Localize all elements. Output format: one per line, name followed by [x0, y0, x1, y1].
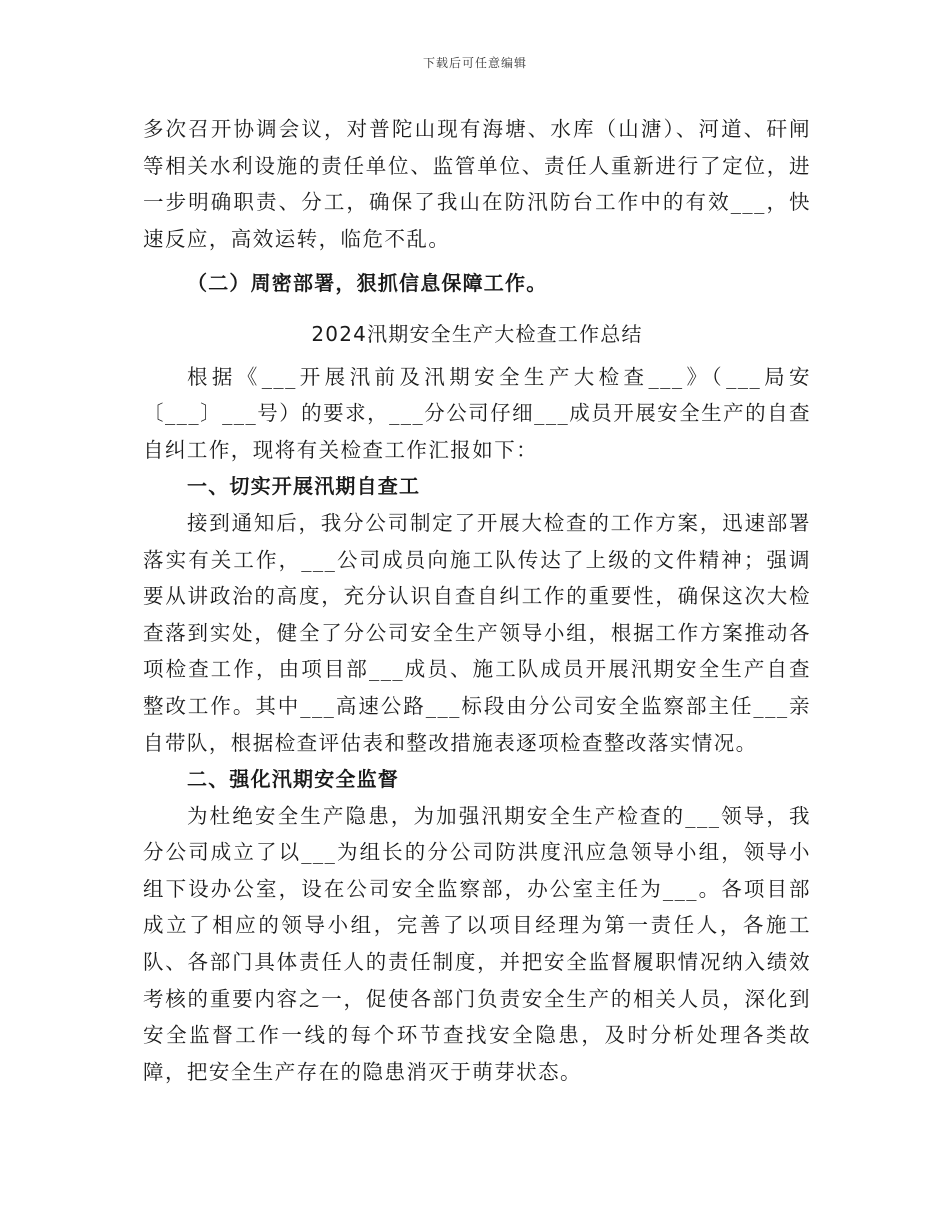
paragraph-continued: 多次召开协调会议，对普陀山现有海塘、水库（山溏）、河道、矸闸等相关水利设施的责任单位、监管单位、责任人重新进行了定位，进一步明确职责、分工，确保了我山在防汛防台工作中的有效___，快速反应，高效运转，临危不乱。	[143, 117, 811, 251]
paragraph-supervision: 为杜绝安全生产隐患，为加强汛期安全生产检查的___领导，我分公司成立了以___为组长的分公司防洪度汛应急领导小组，领导小组下设办公室，设在公司安全监察部，办公室主任为___。各项目部成立了相应的领导小组，完善了以项目经理为第一责任人，各施工队、各部门具体责任人的责任制度，并把安全监督履职情况纳入绩效考核的重要内容之一，促使各部门负责安全生产的相关人员，深化到安全监督工作一线的每个环节查找安全隐患，及时分析处理各类故障，把安全生产存在的隐患消灭于萌芽状态。	[143, 803, 811, 1084]
paragraph-self-check: 接到通知后，我分公司制定了开展大检查的工作方案，迅速部署落实有关工作，___公司成员向施工队传达了上级的文件精神；强调要从讲政治的高度，充分认识自查自纠工作的重要性，确保这次大检查落到实处，健全了分公司安全生产领导小组，根据工作方案推动各项检查工作，由项目部___成员、施工队成员开展汛期安全生产自查整改工作。其中___高速公路___标段由分公司安全监察部主任___亲自带队，根据检查评估表和整改措施表逐项检查整改落实情况。	[143, 510, 811, 755]
paragraph-intro: 根据《___开展汛前及汛期安全生产大检查___》（___局安〔___〕___号）的要求，___分公司仔细___成员开展安全生产的自查自纠工作，现将有关检查工作汇报如下：	[143, 364, 811, 462]
document-body	[143, 111, 811, 1090]
document-title: 2024汛期安全生产大检查工作总结	[311, 321, 643, 346]
section-heading-self-check: 一、切实开展汛期自查工	[187, 474, 421, 499]
page-header: 下载后可任意编辑	[422, 56, 527, 70]
section-heading-2: （二）周密部署，狠抓信息保障工作。	[187, 271, 548, 296]
section-heading-supervision: 二、强化汛期安全监督	[187, 767, 399, 792]
